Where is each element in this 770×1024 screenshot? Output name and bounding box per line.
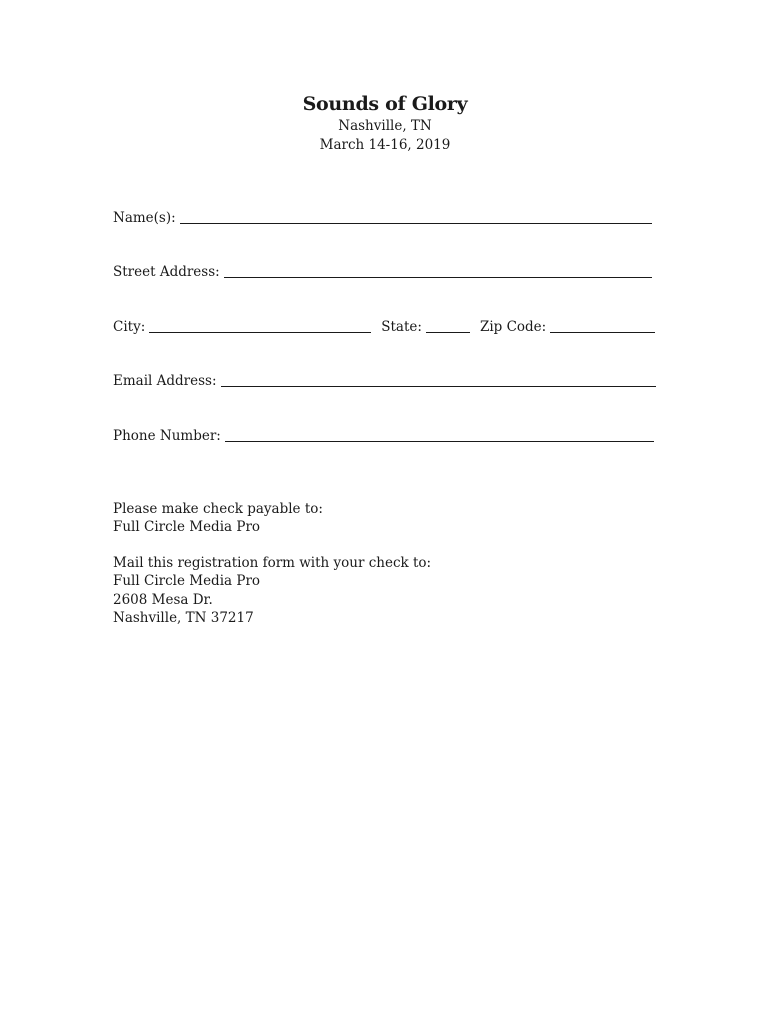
- street-address-label: Street Address:: [113, 264, 220, 280]
- mailing-instructions: [113, 554, 431, 627]
- event-title: Sounds of Glory: [302, 93, 468, 115]
- zip-code-blank-line[interactable]: [550, 318, 655, 333]
- city-state-zip-field-row: [113, 318, 655, 335]
- mailing-city-state-zip: Nashville, TN 37217: [113, 609, 254, 626]
- mailing-name: Full Circle Media Pro: [113, 573, 261, 590]
- email-address-field-row: [113, 372, 656, 389]
- street-address-field-row: [113, 263, 652, 280]
- event-dates: March 14-16, 2019: [319, 137, 451, 153]
- state-label: State:: [381, 319, 422, 335]
- zip-code-label: Zip Code:: [479, 319, 547, 335]
- payment-instruction-text: Please make check payable to:: [113, 501, 323, 517]
- mailing-street: 2608 Mesa Dr.: [113, 591, 213, 608]
- names-blank-line[interactable]: [180, 209, 652, 224]
- email-address-label: Email Address:: [113, 373, 217, 389]
- event-location: Nashville, TN: [338, 118, 432, 134]
- email-address-blank-line[interactable]: [221, 372, 656, 387]
- payment-instructions: [113, 500, 323, 537]
- phone-number-label: Phone Number:: [113, 428, 221, 444]
- names-field-row: [113, 209, 652, 226]
- state-blank-line[interactable]: [426, 318, 470, 333]
- city-label: City:: [113, 319, 146, 335]
- names-label: Name(s):: [113, 210, 176, 226]
- payment-payee: Full Circle Media Pro: [113, 519, 261, 536]
- phone-number-blank-line[interactable]: [225, 427, 654, 442]
- street-address-blank-line[interactable]: [224, 263, 652, 278]
- city-blank-line[interactable]: [149, 318, 371, 333]
- phone-number-field-row: [113, 427, 654, 444]
- mailing-instruction-text: Mail this registration form with your check to:: [113, 555, 432, 571]
